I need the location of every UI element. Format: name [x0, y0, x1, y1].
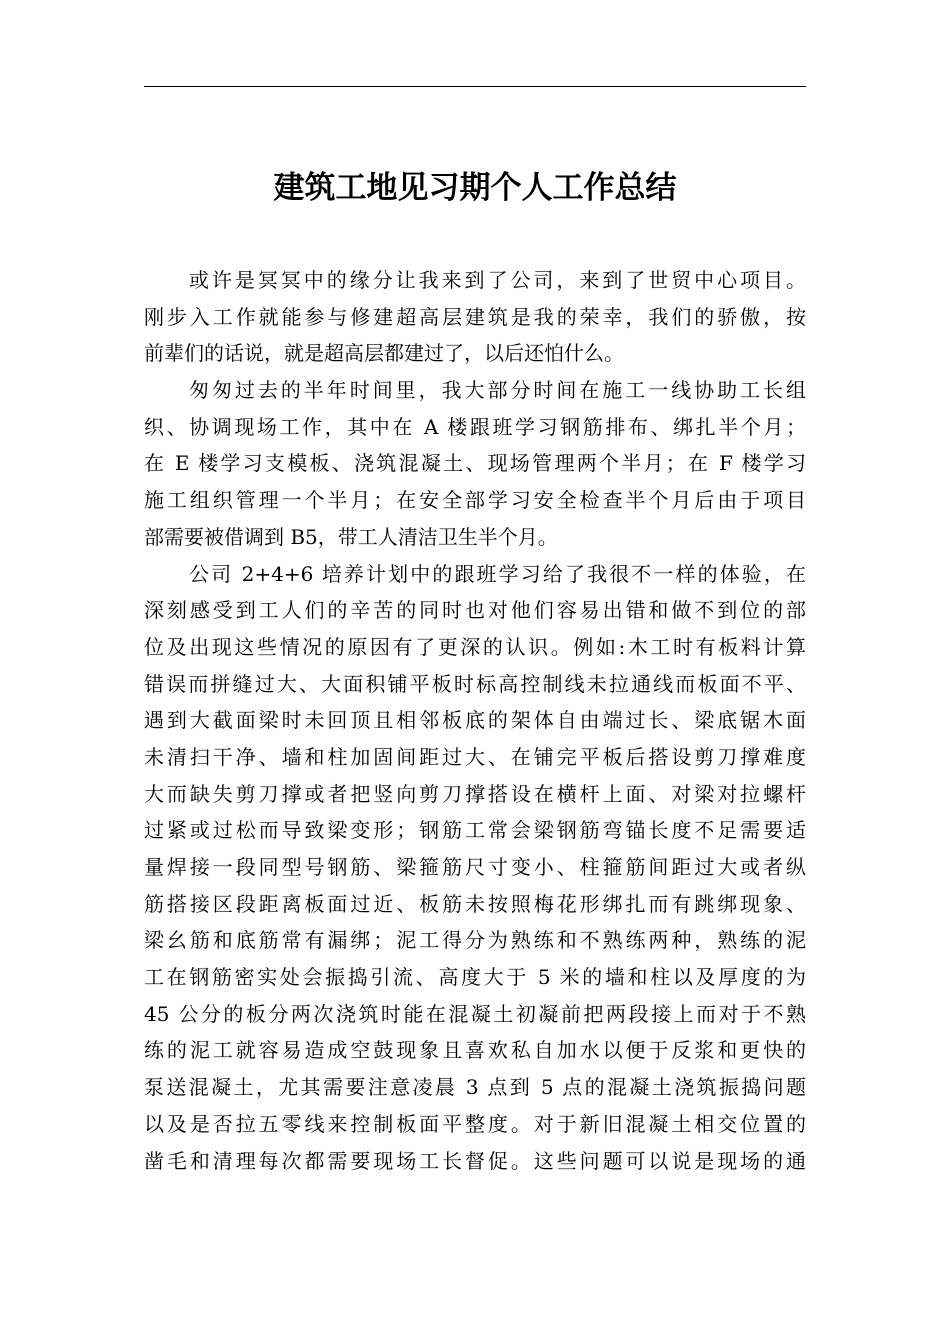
paragraph-3-line-5: 遇到大截面梁时未回顶且相邻板底的架体自由端过长、梁底锯木面 [144, 708, 806, 733]
paragraph-2-line-1: 匆匆过去的半年时间里，我大部分时间在施工一线协助工长组 [189, 378, 806, 403]
paragraph-3-line-9: 量焊接一段同型号钢筋、梁箍筋尺寸变小、柱箍筋间距过大或者纵 [144, 855, 806, 879]
paragraph-3-line-13: 45 公分的板分两次浇筑时能在混凝土初凝前把两段接上而对于不熟 [144, 1001, 806, 1026]
paragraph-1-line-3: 前辈们的话说，就是超高层都建过了，以后还怕什么。 [144, 341, 624, 366]
paragraph-3-line-4: 错误而拼缝过大、大面积铺平板时标高控制线未拉通线而板面不平、 [144, 671, 806, 696]
document-body [144, 262, 806, 1179]
paragraph-3-line-3: 位及出现这些情况的原因有了更深的认识。例如:木工时有板料计算 [144, 634, 806, 659]
document-title: 建筑工地见习期个人工作总结 [273, 170, 677, 206]
paragraph-3-line-14: 练的泥工就容易造成空鼓现象且喜欢私自加水以便于反浆和更快的 [144, 1038, 806, 1063]
paragraph-3-line-15: 泵送混凝土，尤其需要注意凌晨 3 点到 5 点的混凝土浇筑振捣问题 [144, 1075, 806, 1100]
paragraph-3-line-10: 筋搭接区段距离板面过近、板筋未按照梅花形绑扎而有跳绑现象、 [144, 891, 806, 916]
paragraph-3-line-2: 深刻感受到工人们的辛苦的同时也对他们容易出错和做不到位的部 [144, 598, 806, 623]
paragraph-1-line-2: 刚步入工作就能参与修建超高层建筑是我的荣幸，我们的骄傲，按 [144, 304, 806, 329]
paragraph-3-line-8: 过紧或过松而导致梁变形；钢筋工常会梁钢筋弯锚长度不足需要适 [144, 818, 806, 843]
paragraph-3-line-1: 公司 2+4+6 培养计划中的跟班学习给了我很不一样的体验，在 [189, 561, 806, 586]
paragraph-2-line-5: 部需要被借调到 B5，带工人清洁卫生半个月。 [144, 524, 558, 549]
paragraph-3-line-17: 凿毛和清理每次都需要现场工长督促。这些问题可以说是现场的通 [144, 1148, 806, 1173]
paragraph-3-line-16: 以及是否拉五零线来控制板面平整度。对于新旧混凝土相交位置的 [144, 1111, 806, 1136]
paragraph-2-line-2: 织、协调现场工作，其中在 A 楼跟班学习钢筋排布、绑扎半个月； [144, 414, 806, 439]
header-rule [144, 86, 806, 87]
paragraph-2-line-4: 施工组织管理一个半月；在安全部学习安全检查半个月后由于项目 [144, 488, 806, 513]
paragraph-3-line-12: 工在钢筋密实处会振捣引流、高度大于 5 米的墙和柱以及厚度的为 [144, 965, 806, 990]
paragraph-2-line-3: 在 E 楼学习支模板、浇筑混凝土、现场管理两个半月；在 F 楼学习 [144, 451, 806, 476]
paragraph-3-line-11: 梁幺筋和底筋常有漏绑；泥工得分为熟练和不熟练两种，熟练的泥 [144, 928, 806, 953]
paragraph-3-line-6: 未清扫干净、墙和柱加固间距过大、在铺完平板后搭设剪刀撑难度 [144, 744, 806, 769]
paragraph-1-line-1: 或许是冥冥中的缘分让我来到了公司，来到了世贸中心项目。 [189, 268, 806, 292]
paragraph-3-line-7: 大而缺失剪刀撑或者把竖向剪刀撑搭设在横杆上面、对梁对拉螺杆 [144, 781, 806, 806]
